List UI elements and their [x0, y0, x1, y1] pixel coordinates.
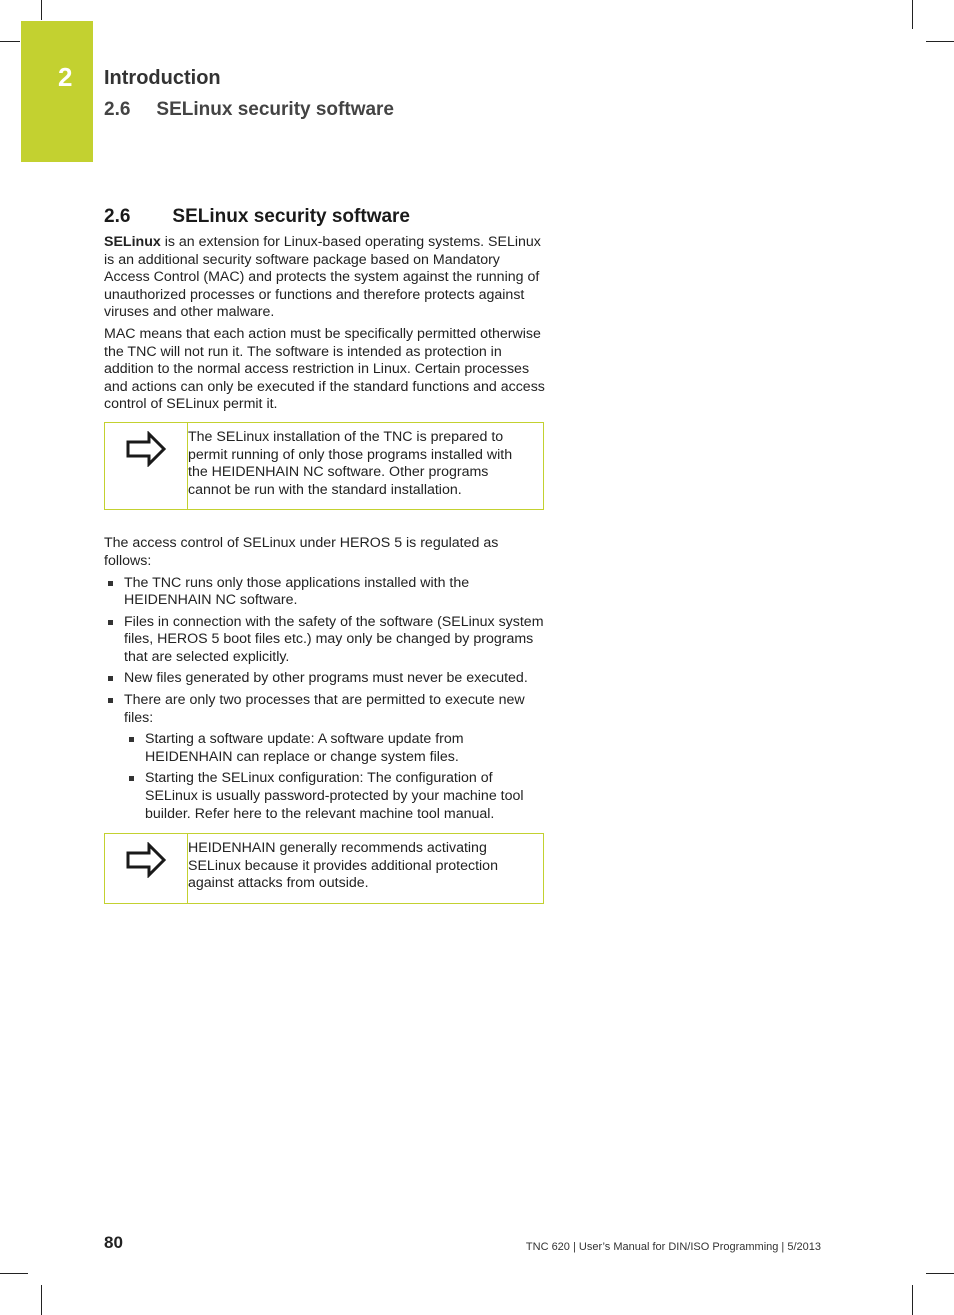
note-box	[104, 422, 544, 510]
arrow-right-icon	[125, 842, 167, 878]
crop-mark	[0, 1273, 28, 1274]
crop-mark	[926, 41, 954, 42]
note-icon-cell	[105, 423, 188, 509]
intro-text: is an extension for Linux-based operating systems. SELinux is an additional security software package based on Mandatory Access Control (MAC) and protects the system against the running of unauthorized processes or functions and therefore protects against viruses and other malware.	[104, 234, 541, 321]
list-item-text: There are only two processes that are permitted to execute new files:	[124, 692, 525, 726]
sub-bullet-list	[124, 731, 546, 823]
bullet-square-icon	[108, 581, 113, 586]
access-intro: The access control of SELinux under HEROS 5 is regulated as follows:	[104, 535, 499, 569]
intro-paragraph	[104, 234, 546, 322]
note-text-content: The SELinux installation of the TNC is prepared to permit running of only those programs installed with the HEIDENHAIN NC software. Other programs cannot be run with the standard installation.	[188, 428, 513, 498]
crop-mark	[0, 41, 20, 42]
bullet-list	[104, 575, 546, 824]
list-item	[104, 614, 546, 667]
intro-bold-term: SELinux	[104, 234, 161, 250]
note-text	[188, 423, 543, 509]
note-icon-cell	[105, 834, 188, 903]
sub-list-item	[124, 770, 546, 823]
running-section-header	[104, 99, 394, 121]
page-number: 80	[104, 1233, 123, 1252]
chapter-tab	[21, 21, 93, 162]
bullet-square-icon	[108, 620, 113, 625]
note-text-content: HEIDENHAIN generally recommends activating SELinux because it provides additional protection against attacks from outside.	[188, 840, 498, 892]
main-content	[104, 234, 546, 904]
chapter-title: Introduction	[104, 67, 221, 89]
list-item	[104, 575, 546, 610]
running-section-title: SELinux security software	[156, 99, 394, 120]
crop-mark	[926, 1273, 954, 1274]
sub-list-item-text: Starting the SELinux configuration: The configuration of SELinux is usually password-protected by your machine tool builder. Refer here to the relevant machine tool manual.	[145, 770, 524, 822]
note-text	[188, 834, 543, 903]
section-number: 2.6	[104, 206, 131, 227]
footer-text: TNC 620 | User’s Manual for DIN/ISO Programming | 5/2013	[525, 1241, 821, 1253]
note-box	[104, 833, 544, 904]
bullet-square-icon	[129, 776, 134, 781]
running-section-number: 2.6	[104, 99, 131, 120]
mac-paragraph: MAC means that each action must be specifically permitted otherwise the TNC will not run it. The software is intended as protection in addition to the normal access restriction in Linux. Certain processes and actions can only be executed if the standard functions and access control of SELinux permit it.	[104, 325, 545, 413]
crop-mark	[41, 0, 42, 20]
sub-list-item	[124, 731, 546, 766]
list-item	[104, 692, 546, 823]
crop-mark	[912, 0, 913, 29]
chapter-number: 2	[58, 62, 73, 92]
section-heading	[104, 206, 410, 228]
crop-mark	[41, 1285, 42, 1315]
bullet-square-icon	[108, 698, 113, 703]
bullet-square-icon	[108, 676, 113, 681]
list-item	[104, 670, 546, 688]
section-title: SELinux security software	[172, 206, 410, 227]
sub-list-item-text: Starting a software update: A software update from HEIDENHAIN can replace or change system files.	[145, 731, 464, 765]
bullet-square-icon	[129, 737, 134, 742]
list-item-text: The TNC runs only those applications installed with the HEIDENHAIN NC software.	[124, 574, 470, 609]
list-item-text: New files generated by other programs must never be executed.	[124, 670, 528, 687]
list-item-text: Files in connection with the safety of the software (SELinux system files, HEROS 5 boot files etc.) may only be changed by programs that are selected explicitly.	[124, 613, 544, 665]
arrow-right-icon	[125, 431, 167, 467]
crop-mark	[912, 1285, 913, 1315]
